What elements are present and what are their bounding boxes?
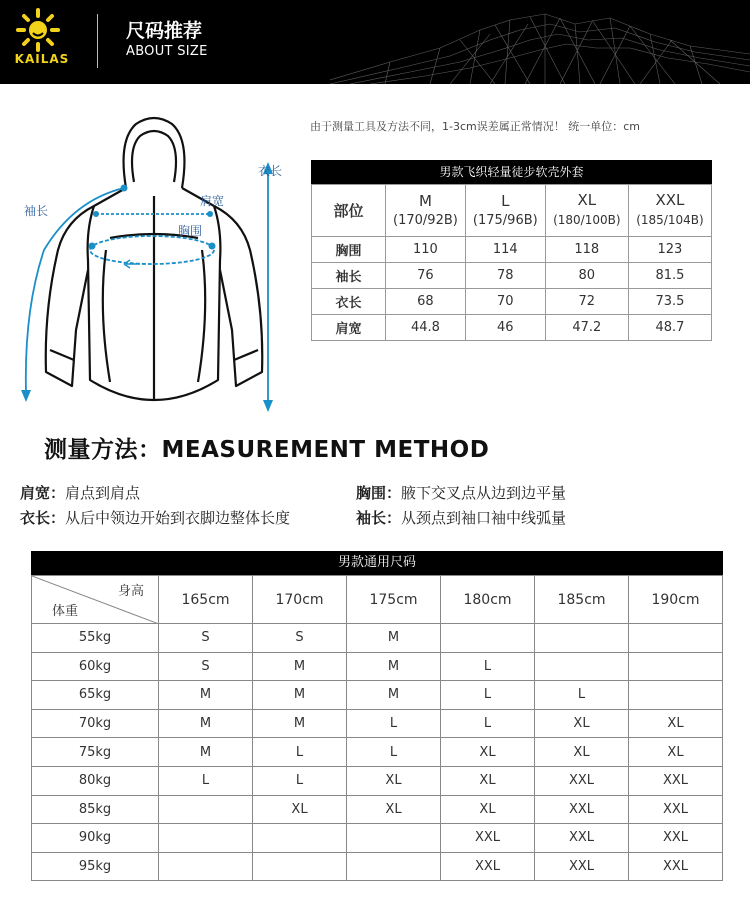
row-label: 袖长 — [312, 263, 386, 289]
size-cell: M — [347, 624, 441, 653]
table-cell: 118 — [545, 237, 628, 263]
size-cell: L — [159, 766, 253, 795]
size-cell: M — [159, 709, 253, 738]
size-cell: L — [535, 681, 629, 710]
table-row — [32, 624, 723, 653]
size-cell: XL — [629, 709, 723, 738]
sleeve-label: 袖长 — [24, 204, 49, 218]
table-row — [312, 289, 712, 315]
size-cell — [159, 795, 253, 824]
size-cell — [159, 824, 253, 853]
size-header — [545, 185, 628, 237]
size-spec: (175/96B) — [472, 212, 538, 228]
size-spec: (180/100B) — [553, 213, 621, 227]
weight-cell: 65kg — [32, 681, 159, 710]
size-cell: L — [441, 652, 535, 681]
weight-cell: 70kg — [32, 709, 159, 738]
size-cell — [347, 824, 441, 853]
size-cell — [441, 624, 535, 653]
table-row — [32, 652, 723, 681]
size-cell: XXL — [441, 852, 535, 881]
corner-label: 部位 — [312, 185, 386, 237]
size-cell — [253, 852, 347, 881]
size-cell — [253, 824, 347, 853]
height-header: 170cm — [253, 576, 347, 624]
size-cell: M — [253, 681, 347, 710]
weight-cell: 60kg — [32, 652, 159, 681]
size-name: XL — [577, 191, 597, 209]
method-desc: 从颈点到袖口袖中线弧量 — [401, 509, 567, 527]
general-size-table-caption: 男款通用尺码 — [31, 551, 723, 575]
table-cell: 68 — [386, 289, 466, 315]
method-term: 胸围： — [356, 484, 402, 502]
size-cell: S — [253, 624, 347, 653]
table-row — [32, 824, 723, 853]
size-cell: XL — [347, 766, 441, 795]
size-cell: L — [347, 738, 441, 767]
table-row — [312, 263, 712, 289]
weight-cell: 95kg — [32, 852, 159, 881]
size-cell: XL — [347, 795, 441, 824]
size-spec: (185/104B) — [636, 213, 704, 227]
size-cell: L — [441, 681, 535, 710]
weight-axis-label: 体重 — [52, 604, 79, 619]
weight-cell: 90kg — [32, 824, 159, 853]
table-row — [32, 709, 723, 738]
size-cell: XL — [441, 795, 535, 824]
size-cell — [535, 624, 629, 653]
size-cell: M — [253, 709, 347, 738]
table-cell: 47.2 — [545, 315, 628, 341]
size-cell: M — [253, 652, 347, 681]
size-cell: XXL — [535, 795, 629, 824]
chest-label: 胸围 — [178, 224, 203, 238]
table-cell: 44.8 — [386, 315, 466, 341]
method-item — [356, 507, 566, 528]
size-header — [628, 185, 711, 237]
size-cell: XL — [535, 709, 629, 738]
table-cell: 72 — [545, 289, 628, 315]
shoulder-label: 肩宽 — [200, 194, 225, 208]
product-size-table-caption: 男款飞织轻量徒步软壳外套 — [311, 160, 712, 184]
page-title: 尺码推荐 — [126, 20, 203, 42]
table-row — [312, 237, 712, 263]
method-desc: 从后中领边开始到衣脚边整体长度 — [65, 509, 291, 527]
size-cell — [535, 652, 629, 681]
product-size-table — [311, 160, 712, 341]
size-cell — [159, 852, 253, 881]
size-cell: S — [159, 652, 253, 681]
size-cell: XL — [253, 795, 347, 824]
mountain-graphic — [330, 0, 750, 84]
corner-cell — [32, 576, 159, 624]
method-desc: 腋下交叉点从边到边平量 — [401, 484, 567, 502]
table-row — [32, 766, 723, 795]
page-subtitle: ABOUT SIZE — [126, 44, 208, 59]
size-header — [386, 185, 466, 237]
height-header: 190cm — [629, 576, 723, 624]
table-row — [32, 681, 723, 710]
size-cell: M — [159, 681, 253, 710]
height-header: 165cm — [159, 576, 253, 624]
height-header: 180cm — [441, 576, 535, 624]
size-cell: XL — [629, 738, 723, 767]
header-divider — [97, 14, 98, 68]
size-cell: XL — [441, 766, 535, 795]
size-cell: XL — [441, 738, 535, 767]
page-header — [0, 0, 750, 84]
size-cell: XXL — [535, 852, 629, 881]
size-cell — [629, 681, 723, 710]
size-cell: XXL — [629, 766, 723, 795]
size-cell: M — [159, 738, 253, 767]
table-header-row — [312, 185, 712, 237]
jacket-outline-icon — [14, 110, 304, 420]
row-label: 衣长 — [312, 289, 386, 315]
size-name: XXL — [655, 191, 685, 209]
brand-logo-text: KAILAS — [14, 52, 70, 66]
table-cell: 78 — [465, 263, 545, 289]
sun-logo-icon — [16, 8, 60, 52]
method-term: 袖长： — [356, 509, 402, 527]
method-term: 衣长： — [20, 509, 66, 527]
table-cell: 123 — [628, 237, 711, 263]
table-cell: 70 — [465, 289, 545, 315]
size-cell: S — [159, 624, 253, 653]
method-item — [356, 482, 566, 503]
table-cell: 81.5 — [628, 263, 711, 289]
size-cell: XXL — [535, 824, 629, 853]
table-cell: 48.7 — [628, 315, 711, 341]
size-cell: XXL — [629, 852, 723, 881]
size-name: M — [418, 191, 432, 210]
size-name: L — [501, 191, 510, 210]
table-cell: 76 — [386, 263, 466, 289]
method-title: 测量方法：MEASUREMENT METHOD — [44, 437, 490, 463]
size-cell: M — [347, 681, 441, 710]
table-cell: 46 — [465, 315, 545, 341]
size-cell: XXL — [629, 795, 723, 824]
row-label: 肩宽 — [312, 315, 386, 341]
table-row — [32, 738, 723, 767]
size-cell: M — [347, 652, 441, 681]
size-cell — [347, 852, 441, 881]
method-term: 肩宽： — [20, 484, 66, 502]
size-spec: (170/92B) — [393, 212, 458, 228]
size-cell — [629, 652, 723, 681]
size-cell — [629, 624, 723, 653]
table-row — [312, 315, 712, 341]
height-axis-label: 身高 — [117, 584, 144, 599]
table-row — [32, 795, 723, 824]
size-cell: L — [441, 709, 535, 738]
size-cell: L — [347, 709, 441, 738]
size-cell: XL — [535, 738, 629, 767]
weight-cell: 85kg — [32, 795, 159, 824]
weight-cell: 55kg — [32, 624, 159, 653]
table-cell: 110 — [386, 237, 466, 263]
weight-cell: 80kg — [32, 766, 159, 795]
size-cell: XXL — [535, 766, 629, 795]
length-label: 衣长 — [258, 164, 283, 178]
height-header: 175cm — [347, 576, 441, 624]
method-item — [20, 482, 140, 503]
table-cell: 73.5 — [628, 289, 711, 315]
size-cell: XXL — [629, 824, 723, 853]
height-header: 185cm — [535, 576, 629, 624]
table-header-row — [32, 576, 723, 624]
size-cell: XXL — [441, 824, 535, 853]
jacket-measurement-diagram — [14, 110, 304, 420]
table-cell: 80 — [545, 263, 628, 289]
table-cell: 114 — [465, 237, 545, 263]
weight-cell: 75kg — [32, 738, 159, 767]
table-row — [32, 852, 723, 881]
size-cell: L — [253, 766, 347, 795]
row-label: 胸围 — [312, 237, 386, 263]
general-size-table — [31, 551, 723, 881]
method-item — [20, 507, 290, 528]
size-header — [465, 185, 545, 237]
size-cell: L — [253, 738, 347, 767]
method-desc: 肩点到肩点 — [65, 484, 141, 502]
measurement-note: 由于测量工具及方法不同，1-3cm误差属正常情况！ 统一单位：cm — [310, 120, 640, 133]
